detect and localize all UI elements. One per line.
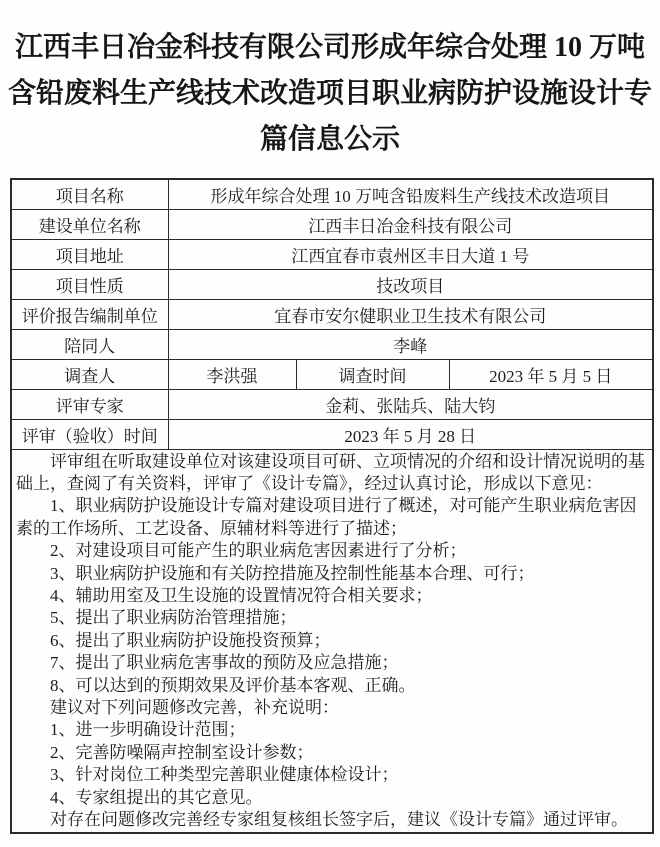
table-row-project-nature bbox=[11, 269, 653, 299]
row-value: 江西宜春市袁州区丰日大道 1 号 bbox=[168, 239, 653, 269]
opinion-paragraph: 3、职业病防护设施和有关防控措施及控制性能基本合理、可行； bbox=[50, 563, 535, 583]
row-value-2: 2023 年 5 月 5 日 bbox=[449, 359, 653, 389]
table-row-investigator bbox=[11, 359, 653, 389]
table-row-project-address bbox=[11, 239, 653, 269]
project-info-table bbox=[10, 178, 654, 834]
row-label-2: 调查时间 bbox=[296, 359, 449, 389]
row-value: 李洪强 bbox=[168, 359, 296, 389]
row-value: 形成年综合处理 10 万吨含铅废料生产线技术改造项目 bbox=[168, 179, 653, 209]
opinion-paragraph: 评审组在听取建设单位对该建设项目可研、立项情况的介绍和设计情况说明的基础上，查阅了有关资料，评审了《设计专篇》，经过认真讨论，形成以下意见： bbox=[16, 451, 645, 493]
row-value: 宜春市安尔健职业卫生技术有限公司 bbox=[168, 299, 653, 329]
document-title: 江西丰日冶金科技有限公司形成年综合处理 10 万吨含铅废料生产线技术改造项目职业病防护设施设计专篇信息公示 bbox=[8, 32, 653, 155]
row-value: 金莉、张陆兵、陆大钧 bbox=[168, 389, 653, 419]
opinion-paragraph: 4、专家组提出的其它意见。 bbox=[50, 787, 263, 807]
row-label: 项目名称 bbox=[11, 179, 168, 209]
row-label: 评价报告编制单位 bbox=[11, 299, 168, 329]
table-row-review-experts bbox=[11, 389, 653, 419]
opinion-paragraph: 建议对下列问题修改完善，补充说明： bbox=[50, 697, 339, 717]
row-value: 李峰 bbox=[168, 329, 653, 359]
table-row-project-name bbox=[11, 179, 653, 209]
opinion-paragraph: 2、完善防噪隔声控制室设计参数； bbox=[50, 742, 314, 762]
opinion-paragraph: 3、针对岗位工种类型完善职业健康体检设计； bbox=[50, 765, 399, 785]
table-row-review-opinion bbox=[11, 449, 653, 833]
table-row-accompanying-person bbox=[11, 329, 653, 359]
opinion-paragraph: 6、提出了职业病防护设施投资预算； bbox=[50, 630, 331, 650]
row-label: 项目性质 bbox=[11, 269, 168, 299]
review-opinion-block bbox=[11, 449, 653, 833]
row-value: 2023 年 5 月 28 日 bbox=[168, 419, 653, 449]
opinion-paragraph: 8、可以达到的预期效果及评价基本客观、正确。 bbox=[50, 675, 416, 695]
opinion-paragraph: 1、进一步明确设计范围； bbox=[50, 720, 246, 740]
table-row-review-time bbox=[11, 419, 653, 449]
row-label: 陪同人 bbox=[11, 329, 168, 359]
table-row-report-compiler bbox=[11, 299, 653, 329]
table-row-construction-unit bbox=[11, 209, 653, 239]
opinion-paragraph: 7、提出了职业病危害事故的预防及应急措施； bbox=[50, 653, 399, 673]
opinion-paragraph: 2、对建设项目可能产生的职业病危害因素进行了分析； bbox=[50, 541, 467, 561]
row-value: 技改项目 bbox=[168, 269, 653, 299]
opinion-paragraph: 5、提出了职业病防治管理措施； bbox=[50, 608, 297, 628]
opinion-paragraph: 1、职业病防护设施设计专篇对建设项目进行了概述，对可能产生职业病危害因素的工作场所、工艺设备、原辅材料等进行了描述； bbox=[16, 496, 637, 538]
row-label: 评审（验收）时间 bbox=[11, 419, 168, 449]
opinion-paragraph: 4、辅助用室及卫生设施的设置情况符合相关要求； bbox=[50, 585, 433, 605]
opinion-paragraph: 对存在问题修改完善经专家组复核组长签字后，建议《设计专篇》通过评审。 bbox=[50, 810, 628, 829]
row-label: 项目地址 bbox=[11, 239, 168, 269]
row-label: 调查人 bbox=[11, 359, 168, 389]
row-label: 评审专家 bbox=[11, 389, 168, 419]
row-value: 江西丰日冶金科技有限公司 bbox=[168, 209, 653, 239]
row-label: 建设单位名称 bbox=[11, 209, 168, 239]
